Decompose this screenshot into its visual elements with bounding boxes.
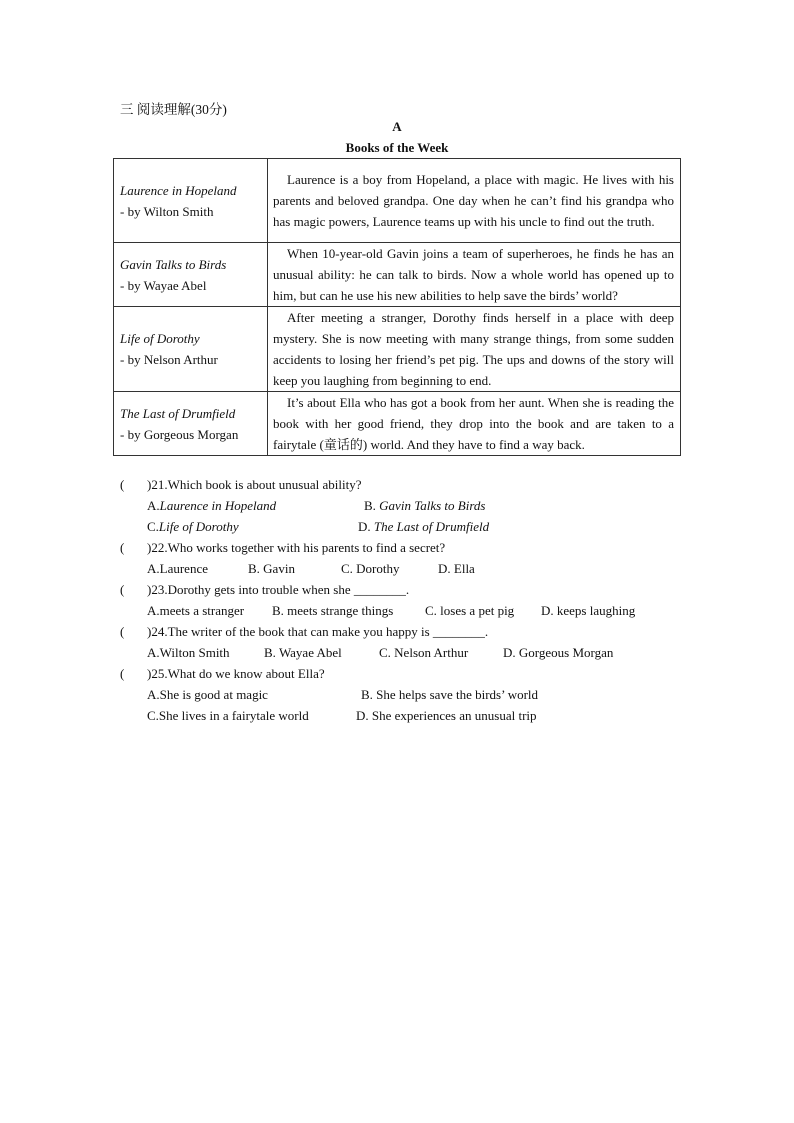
option-letter: B. <box>361 687 377 702</box>
question-stem <box>120 621 680 642</box>
option-text: keeps laughing <box>556 603 636 618</box>
option-letter: B. <box>272 603 288 618</box>
question-text: )21.Which book is about unusual ability? <box>147 477 362 492</box>
book-info-cell <box>114 159 268 243</box>
option-letter: D. <box>503 645 519 660</box>
option-b[interactable] <box>272 600 393 621</box>
option-c[interactable] <box>425 600 514 621</box>
option-c[interactable] <box>341 558 400 579</box>
book-author: - by Wilton Smith <box>120 203 214 219</box>
option-row <box>120 516 680 537</box>
option-letter: B. <box>364 498 380 513</box>
option-letter: B. <box>264 645 279 660</box>
option-b[interactable] <box>248 558 295 579</box>
question-list <box>120 474 680 726</box>
option-text: Ella <box>453 561 475 576</box>
question-text: )25.What do we know about Ella? <box>147 666 325 681</box>
option-text: She is good at magic <box>159 687 268 702</box>
option-row <box>120 495 680 516</box>
option-d[interactable] <box>438 558 475 579</box>
option-text: Gorgeous Morgan <box>518 645 614 660</box>
option-text: Wayae Abel <box>278 645 342 660</box>
option-b[interactable] <box>264 642 342 663</box>
option-c[interactable] <box>147 516 239 537</box>
option-letter: C. <box>425 603 441 618</box>
option-text: Life of Dorothy <box>158 519 239 534</box>
option-a[interactable] <box>147 684 268 705</box>
answer-bracket[interactable]: ( <box>120 582 125 597</box>
option-text: The Last of Drumfield <box>373 519 490 534</box>
option-letter: C. <box>147 708 159 723</box>
book-title: Laurence in Hopeland <box>120 182 237 198</box>
question-stem <box>120 579 680 600</box>
option-text: Nelson Arthur <box>394 645 469 660</box>
option-letter: A. <box>147 645 160 660</box>
option-d[interactable] <box>503 642 613 663</box>
option-letter: A. <box>147 687 160 702</box>
book-description: After meeting a stranger, Dorothy finds herself in a place with deep mystery. She is now meeting with many strange things, from some sudden accidents to losing her friend’s pet pig. The ups and downs of the story will keep you laughing from beginning to end. <box>268 307 681 392</box>
option-letter: D. <box>541 603 557 618</box>
answer-bracket[interactable]: ( <box>120 624 125 639</box>
option-row <box>120 600 680 621</box>
option-d[interactable] <box>541 600 635 621</box>
book-description: It’s about Ella who has got a book from her aunt. When she is reading the book with her good friend, they drop into the book and are taken to a fairytale (童话的) world. And they have to find a way back. <box>268 392 681 456</box>
book-author: - by Wayae Abel <box>120 277 207 293</box>
option-row <box>120 642 680 663</box>
book-author: - by Nelson Arthur <box>120 352 218 367</box>
book-row <box>114 159 681 243</box>
option-row <box>120 684 680 705</box>
book-description: When 10-year-old Gavin joins a team of superheroes, he finds he has an unusual ability: he can talk to birds. Now a whole world has opened up to him, but can he use his new abilities to help save the birds’ world? <box>268 243 681 307</box>
question-text: )23.Dorothy gets into trouble when she ________. <box>147 582 410 597</box>
option-letter: D. <box>356 708 372 723</box>
book-row <box>114 243 681 307</box>
option-text: Gavin Talks to Birds <box>379 498 486 513</box>
option-text: Laurence <box>159 561 208 576</box>
question-text: )22.Who works together with his parents to find a secret? <box>147 540 446 555</box>
answer-bracket[interactable]: ( <box>120 540 125 555</box>
option-a[interactable] <box>147 642 230 663</box>
book-description: Laurence is a boy from Hopeland, a place with magic. He lives with his parents and beloved grandpa. One day when he can’t find his grandpa who has magic powers, Laurence teams up with his uncle to find out the truth. <box>268 159 681 243</box>
option-letter: C. <box>147 519 159 534</box>
option-d[interactable] <box>356 705 537 726</box>
option-text: She experiences an unusual trip <box>371 708 537 723</box>
section-heading: 三 阅读理解(30分) <box>120 102 227 117</box>
option-letter: A. <box>147 603 160 618</box>
book-info-cell <box>114 392 268 456</box>
question-stem <box>120 474 680 495</box>
answer-bracket[interactable]: ( <box>120 666 125 681</box>
book-title: The Last of Drumfield <box>120 405 236 421</box>
option-a[interactable] <box>147 600 244 621</box>
option-letter: B. <box>248 561 264 576</box>
option-b[interactable] <box>361 684 538 705</box>
passage-title: Books of the Week <box>345 140 449 155</box>
option-a[interactable] <box>147 558 208 579</box>
book-info-cell <box>114 243 268 307</box>
option-text: Laurence in Hopeland <box>159 498 277 513</box>
option-letter: C. <box>379 645 395 660</box>
question-text: )24.The writer of the book that can make you happy is ________. <box>147 624 489 639</box>
book-title: Life of Dorothy <box>120 331 200 346</box>
option-letter: D. <box>438 561 454 576</box>
option-d[interactable] <box>358 516 489 537</box>
question-stem <box>120 663 680 684</box>
option-text: meets a stranger <box>159 603 245 618</box>
book-row <box>114 392 681 456</box>
option-letter: D. <box>358 519 374 534</box>
option-c[interactable] <box>147 705 309 726</box>
option-row <box>120 558 680 579</box>
option-letter: C. <box>341 561 357 576</box>
option-text: loses a pet pig <box>440 603 515 618</box>
book-author: - by Gorgeous Morgan <box>120 426 239 442</box>
option-row <box>120 705 680 726</box>
answer-bracket[interactable]: ( <box>120 477 125 492</box>
option-letter: A. <box>147 498 160 513</box>
option-text: Dorothy <box>356 561 400 576</box>
option-text: meets strange things <box>287 603 394 618</box>
option-b[interactable] <box>364 495 485 516</box>
book-info-cell <box>114 307 268 392</box>
option-a[interactable] <box>147 495 276 516</box>
option-letter: A. <box>147 561 160 576</box>
option-text: She helps save the birds’ world <box>376 687 539 702</box>
option-c[interactable] <box>379 642 468 663</box>
book-title: Gavin Talks to Birds <box>120 256 227 272</box>
question-stem <box>120 537 680 558</box>
option-text: Wilton Smith <box>159 645 230 660</box>
option-text: She lives in a fairytale world <box>158 708 309 723</box>
book-row <box>114 307 681 392</box>
option-text: Gavin <box>263 561 295 576</box>
books-table <box>113 158 681 456</box>
passage-letter: A <box>392 119 402 134</box>
